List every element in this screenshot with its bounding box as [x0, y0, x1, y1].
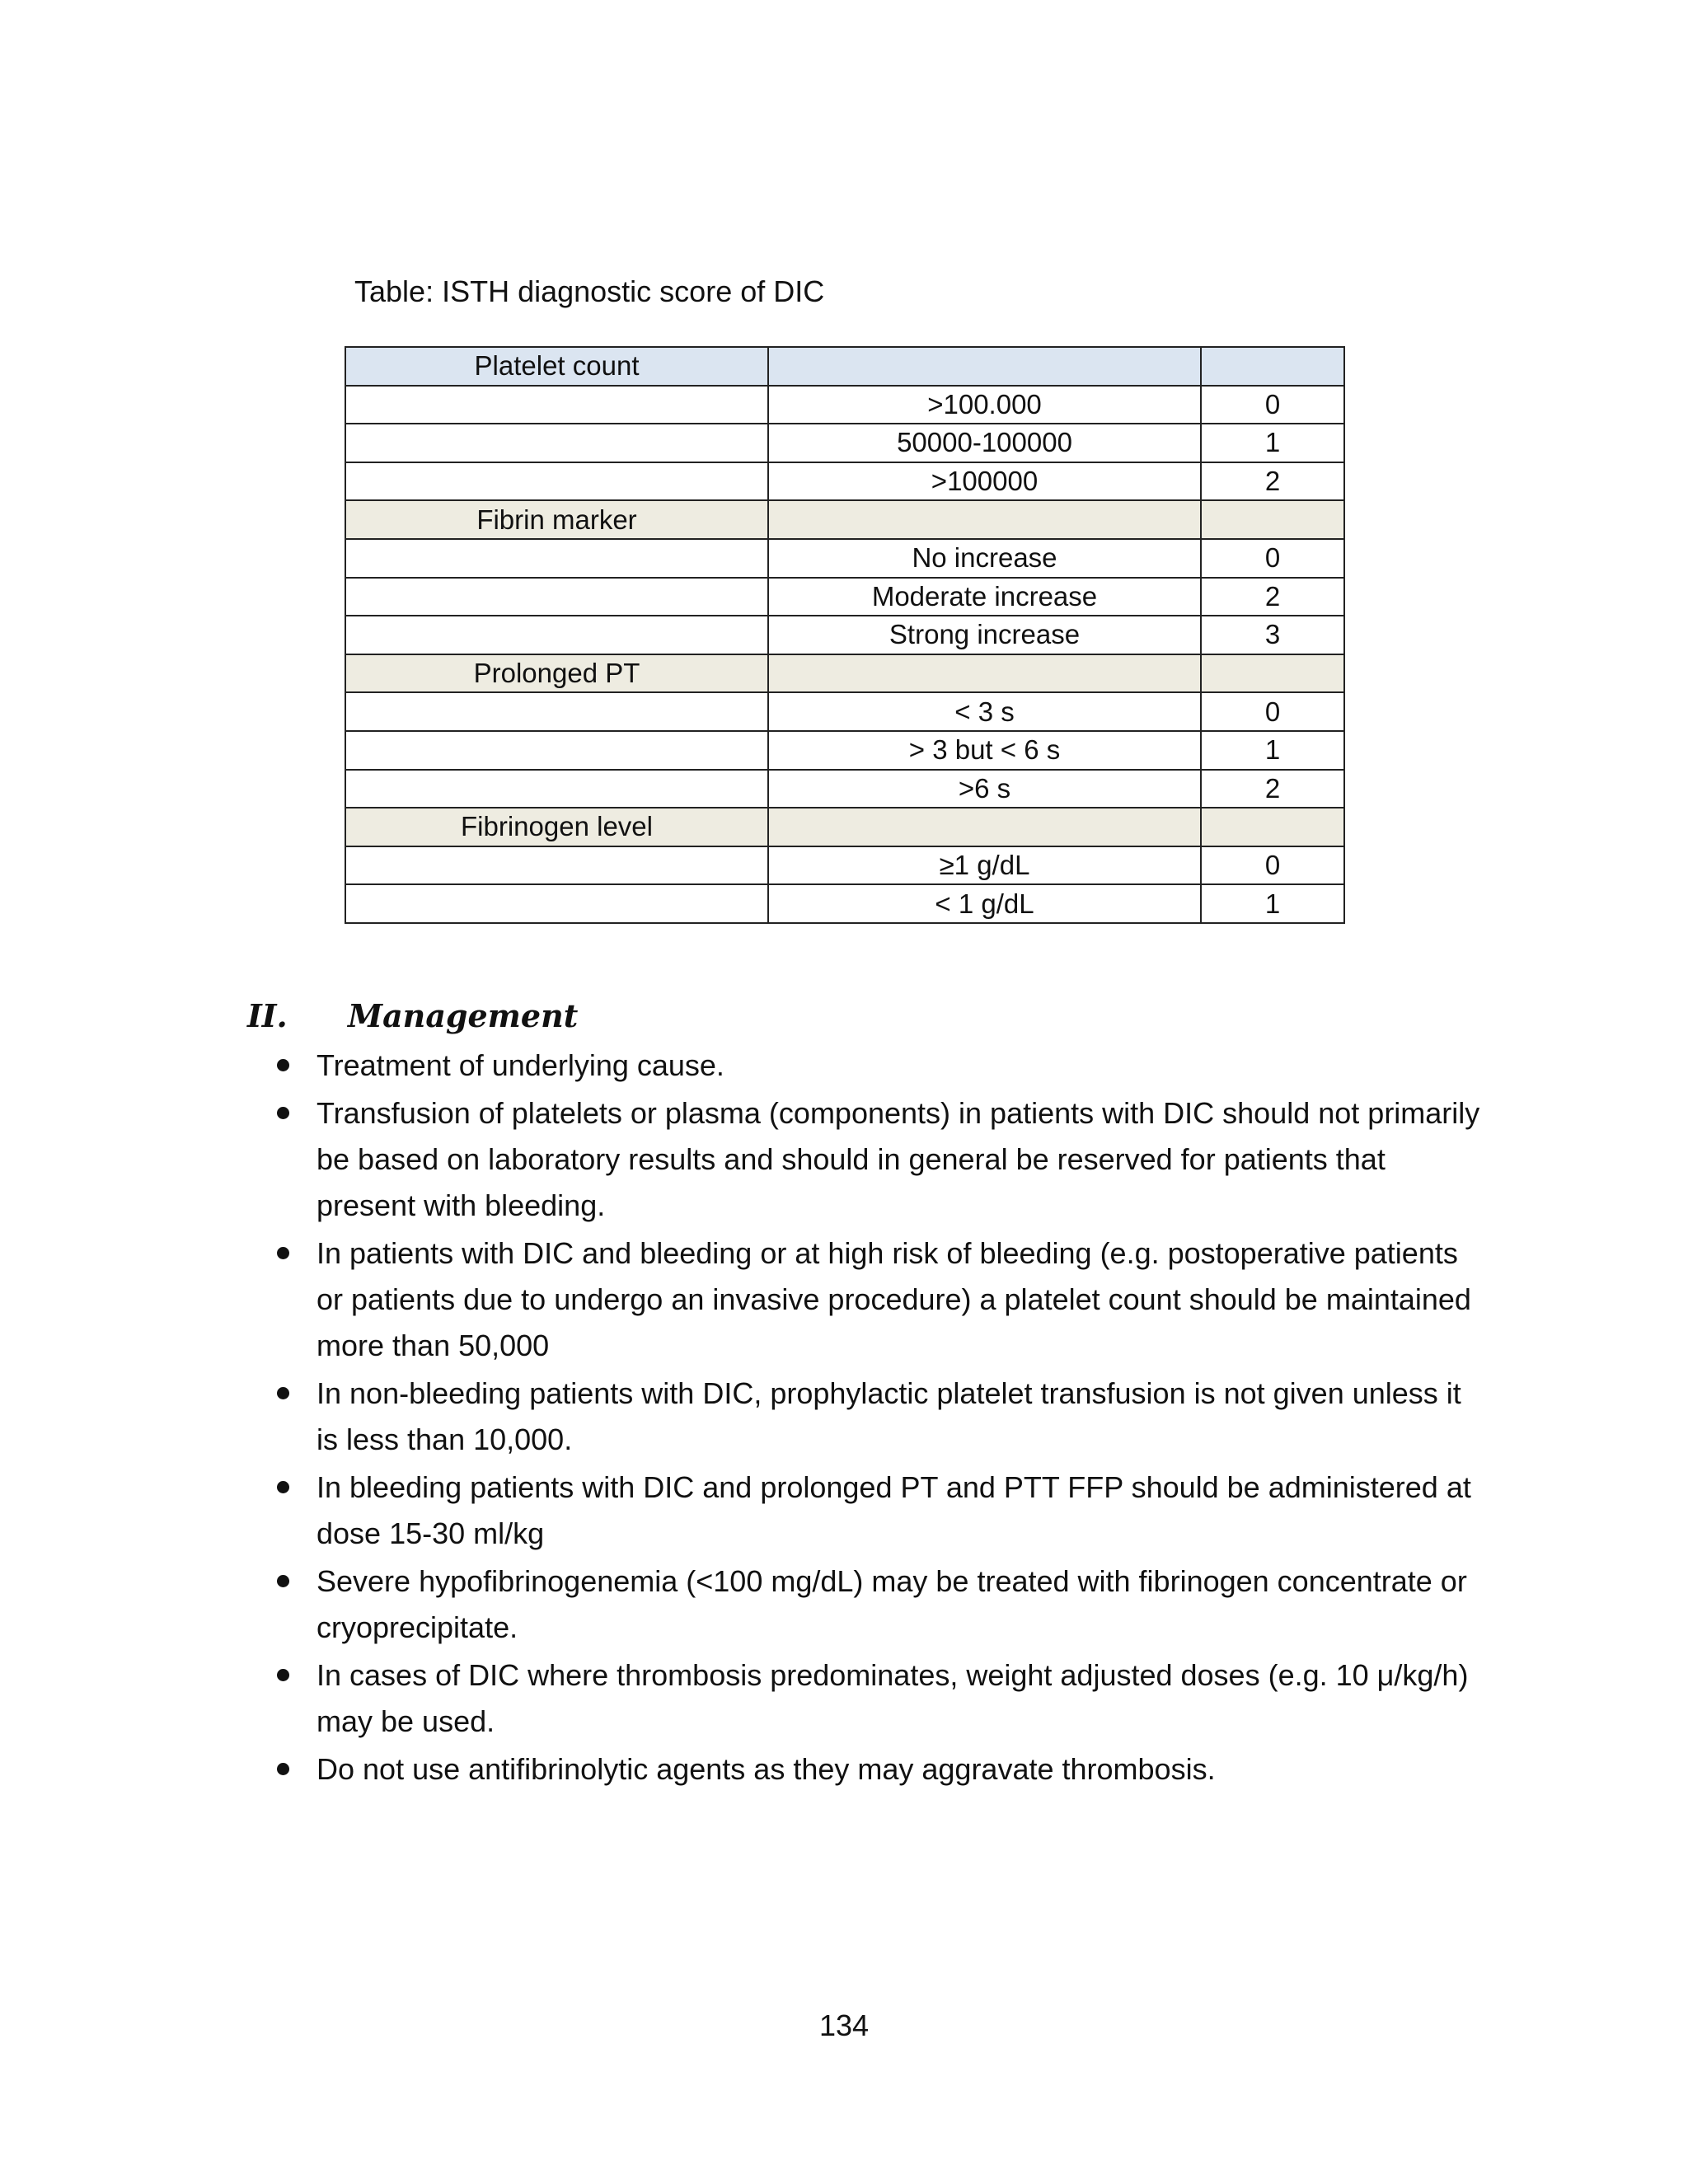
empty-cell	[345, 386, 768, 424]
criterion-cell: >100.000	[768, 386, 1201, 424]
bullet-icon	[277, 1247, 289, 1259]
section-title: Management	[348, 997, 579, 1034]
table-row	[345, 770, 1344, 808]
empty-cell	[1201, 347, 1344, 386]
table-row	[345, 846, 1344, 885]
list-item	[0, 1746, 1688, 1793]
empty-cell	[768, 808, 1201, 846]
list-item-text: Do not use antifibrinolytic agents as they may aggravate thrombosis.	[316, 1752, 1216, 1786]
criterion-cell: 50000-100000	[768, 424, 1201, 462]
empty-cell	[345, 539, 768, 578]
empty-cell	[768, 500, 1201, 539]
criterion-cell: ≥1 g/dL	[768, 846, 1201, 885]
bullet-icon	[277, 1669, 289, 1681]
page-number: 134	[818, 2008, 870, 2042]
table-row	[345, 731, 1344, 770]
score-cell: 2	[1201, 462, 1344, 501]
criterion-cell: No increase	[768, 539, 1201, 578]
empty-cell	[345, 462, 768, 501]
table-group-header	[345, 500, 1344, 539]
empty-cell	[768, 347, 1201, 386]
score-cell: 1	[1201, 731, 1344, 770]
criterion-cell: Strong increase	[768, 616, 1201, 654]
bullet-icon	[277, 1481, 289, 1493]
table-row	[345, 578, 1344, 616]
empty-cell	[345, 846, 768, 885]
empty-cell	[345, 424, 768, 462]
criterion-cell: < 3 s	[768, 692, 1201, 731]
table-row	[345, 424, 1344, 462]
empty-cell	[1201, 500, 1344, 539]
list-item-text: Severe hypofibrinogenemia (<100 mg/dL) may be treated with fibrinogen concentrate or cryoprecipitate.	[316, 1564, 1467, 1644]
empty-cell	[345, 578, 768, 616]
empty-cell	[1201, 654, 1344, 693]
score-cell: 0	[1201, 539, 1344, 578]
list-item	[0, 1465, 1688, 1557]
section-number: II.	[247, 997, 288, 1034]
criterion-cell: < 1 g/dL	[768, 884, 1201, 923]
table-row	[345, 386, 1344, 424]
list-item	[0, 1652, 1688, 1745]
score-cell: 1	[1201, 424, 1344, 462]
table-group-header	[345, 654, 1344, 693]
list-item	[0, 1043, 1688, 1089]
list-item	[0, 1371, 1688, 1463]
list-item	[0, 1558, 1688, 1651]
score-cell: 2	[1201, 578, 1344, 616]
list-item	[0, 1090, 1688, 1229]
table-row	[345, 616, 1344, 654]
score-cell: 0	[1201, 846, 1344, 885]
list-item	[0, 1230, 1688, 1369]
empty-cell	[345, 616, 768, 654]
table-group-header	[345, 808, 1344, 846]
table-caption: Table: ISTH diagnostic score of DIC	[354, 274, 825, 308]
score-cell: 3	[1201, 616, 1344, 654]
list-item-text: In cases of DIC where thrombosis predominates, weight adjusted doses (e.g. 10 μ/kg/h) may be used.	[316, 1658, 1469, 1738]
table-row	[345, 539, 1344, 578]
criterion-cell: >6 s	[768, 770, 1201, 808]
criterion-cell: > 3 but < 6 s	[768, 731, 1201, 770]
list-item-text: In bleeding patients with DIC and prolonged PT and PTT FFP should be administered at dose 15-30 ml/kg	[316, 1470, 1471, 1550]
list-item-text: In patients with DIC and bleeding or at high risk of bleeding (e.g. postoperative patients or patients due to undergo an invasive procedure) a platelet count should be maintained more than 50,000	[316, 1236, 1471, 1362]
table-row	[345, 692, 1344, 731]
group-label: Fibrinogen level	[345, 808, 768, 846]
empty-cell	[768, 654, 1201, 693]
score-cell: 0	[1201, 692, 1344, 731]
empty-cell	[345, 692, 768, 731]
bullet-icon	[277, 1763, 289, 1775]
score-cell: 2	[1201, 770, 1344, 808]
empty-cell	[1201, 808, 1344, 846]
empty-cell	[345, 770, 768, 808]
criterion-cell: >100000	[768, 462, 1201, 501]
empty-cell	[345, 731, 768, 770]
isth-dic-score-table	[345, 346, 1345, 924]
bullet-icon	[277, 1059, 289, 1071]
bullet-icon	[277, 1107, 289, 1119]
group-label: Prolonged PT	[345, 654, 768, 693]
score-cell: 1	[1201, 884, 1344, 923]
management-list	[0, 1043, 1688, 1794]
score-cell: 0	[1201, 386, 1344, 424]
criterion-cell: Moderate increase	[768, 578, 1201, 616]
empty-cell	[345, 884, 768, 923]
table-group-header	[345, 347, 1344, 386]
section-heading	[247, 996, 578, 1037]
list-item-text: Transfusion of platelets or plasma (components) in patients with DIC should not primarily be based on laboratory results and should in general be reserved for patients that present with bleeding.	[316, 1096, 1480, 1222]
bullet-icon	[277, 1575, 289, 1587]
bullet-icon	[277, 1387, 289, 1399]
group-label: Platelet count	[345, 347, 768, 386]
list-item-text: Treatment of underlying cause.	[316, 1048, 724, 1082]
table-row	[345, 462, 1344, 501]
table-row	[345, 884, 1344, 923]
group-label: Fibrin marker	[345, 500, 768, 539]
list-item-text: In non-bleeding patients with DIC, prophylactic platelet transfusion is not given unless it is less than 10,000.	[316, 1376, 1461, 1456]
